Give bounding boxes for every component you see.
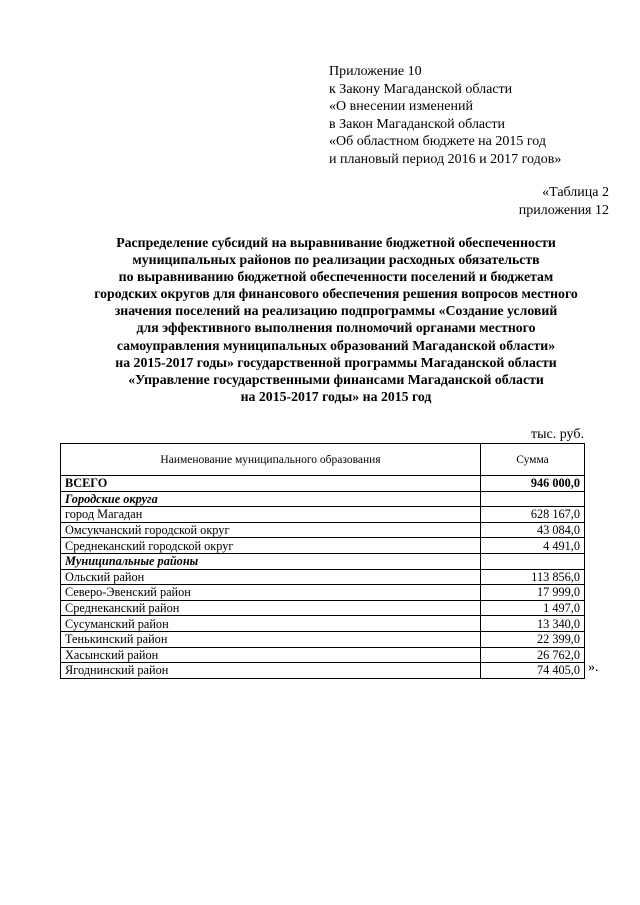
appendix-line: к Закону Магаданской области (329, 81, 513, 97)
document-title (40, 234, 632, 405)
table-row (61, 569, 585, 585)
title-line: самоуправления муниципальных образований Магаданской области» (116, 337, 556, 353)
table-row (61, 522, 585, 538)
table-reference (519, 184, 609, 219)
title-line: «Управление государственными финансами Магаданской области (128, 371, 544, 387)
row-name: Северо-Эвенский район (61, 585, 481, 601)
row-name: ВСЕГО (61, 476, 481, 492)
title-line: городских округов для финансового обеспечения решения вопросов местного (94, 286, 578, 302)
table-row (61, 585, 585, 601)
title-line: на 2015-2017 годы» на 2015 год (240, 388, 432, 404)
title-line: муниципальных районов по реализации расходных обязательств (132, 252, 540, 268)
row-sum: 26 762,0 (481, 647, 585, 663)
title-line: для эффективного выполнения полномочий органами местного (136, 320, 536, 336)
appendix-line: и плановый период 2016 и 2017 годов» (329, 151, 562, 167)
appendix-header (329, 63, 561, 169)
title-line: Распределение субсидий на выравнивание бюджетной обеспеченности (116, 235, 556, 250)
row-sum: 1 497,0 (481, 600, 585, 616)
row-name: Городские округа (61, 491, 481, 507)
title-line: по выравниванию бюджетной обеспеченности поселений и бюджетам (118, 269, 554, 285)
table-row (61, 631, 585, 647)
row-name: Сусуманский район (61, 616, 481, 632)
row-sum: 74 405,0 (481, 663, 585, 679)
table-row (61, 647, 585, 663)
row-sum: 22 399,0 (481, 631, 585, 647)
row-name: Муниципальные районы (61, 553, 481, 569)
table-row (61, 663, 585, 679)
row-name: Хасынский район (61, 647, 481, 663)
appendix-line: «Об областном бюджете на 2015 год (329, 134, 546, 150)
appendix-line: в Закон Магаданской области (329, 116, 505, 132)
row-sum: 113 856,0 (481, 569, 585, 585)
table-row (61, 538, 585, 554)
table-reference-line: «Таблица 2 (542, 185, 609, 200)
group-row (61, 553, 585, 569)
closing-quote: ». (588, 660, 599, 675)
table-reference-line: приложения 12 (518, 202, 609, 218)
appendix-line: Приложение 10 (329, 64, 422, 79)
table-row (61, 600, 585, 616)
row-name: Тенькинский район (61, 631, 481, 647)
row-name: Ольский район (61, 569, 481, 585)
table-body (61, 476, 585, 679)
row-name: Омсукчанский городской округ (61, 522, 481, 538)
row-sum: 628 167,0 (481, 507, 585, 523)
table-row (61, 507, 585, 523)
row-name: Ягоднинский район (61, 663, 481, 679)
table-header-row (61, 444, 585, 476)
row-name: город Магадан (61, 507, 481, 523)
row-sum (481, 553, 585, 569)
appendix-line: «О внесении изменений (329, 99, 473, 115)
row-sum: 4 491,0 (481, 538, 585, 554)
title-line: на 2015-2017 годы» государственной программы Магаданской области (115, 354, 557, 370)
row-sum: 43 084,0 (481, 522, 585, 538)
row-sum: 17 999,0 (481, 585, 585, 601)
units-label: тыс. руб. (531, 427, 584, 442)
row-sum: 946 000,0 (481, 476, 585, 492)
header-sum: Сумма (481, 444, 585, 476)
row-sum (481, 491, 585, 507)
group-row (61, 491, 585, 507)
table-row (61, 616, 585, 632)
total-row (61, 476, 585, 492)
subsidies-table (60, 443, 585, 679)
title-line: значения поселений на реализацию подпрограммы «Создание условий (114, 303, 558, 319)
row-name: Среднеканский район (61, 600, 481, 616)
row-sum: 13 340,0 (481, 616, 585, 632)
header-name: Наименование муниципального образования (61, 444, 481, 476)
row-name: Среднеканский городской округ (61, 538, 481, 554)
